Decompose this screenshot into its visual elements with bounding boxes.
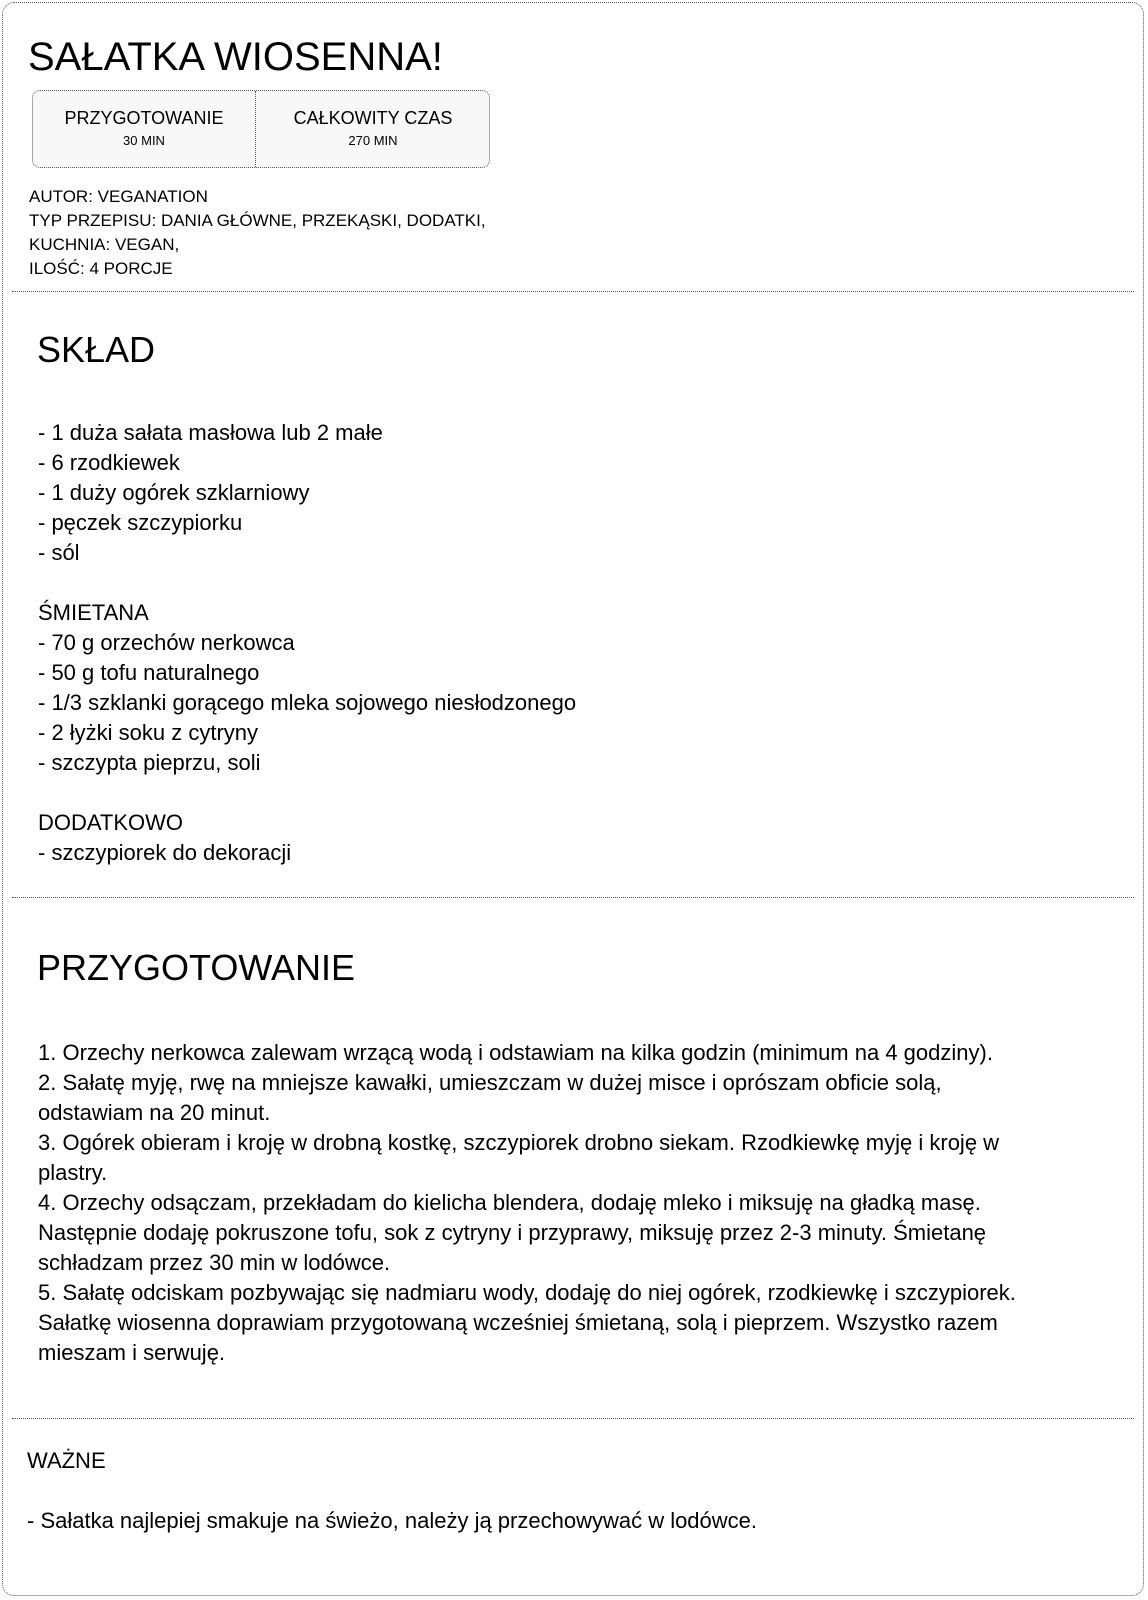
total-time-value: 270 MIN [348, 133, 398, 148]
ingredient-item: - 1/3 szklanki gorącego mleka sojowego niesłodzonego [38, 690, 577, 715]
notes-text: - Sałatka najlepiej smakuje na świeżo, należy ją przechowywać w lodówce. [27, 1508, 758, 1533]
section-divider [12, 1418, 1134, 1419]
spacer [38, 778, 576, 808]
ingredient-item: - 6 rzodkiewek [38, 450, 180, 475]
spacer [38, 568, 576, 598]
total-time-label: CAŁKOWITY CZAS [293, 108, 453, 128]
ingredients-heading: SKŁAD [37, 329, 156, 370]
ingredient-item: - szczypiorek do dekoracji [38, 840, 292, 865]
meta-cuisine: KUCHNIA: VEGAN, [29, 235, 180, 254]
step-item: 1. Orzechy nerkowca zalewam wrzącą wodą i odstawiam na kilka godzin (minimum na 4 godziny). [38, 1040, 993, 1065]
ingredient-item: - sól [38, 540, 80, 565]
meta-servings: ILOŚĆ: 4 PORCJE [29, 259, 173, 278]
notes-heading: WAŻNE [27, 1448, 106, 1473]
extra-heading: DODATKOWO [38, 810, 184, 835]
section-divider [12, 897, 1134, 898]
total-time [255, 91, 490, 167]
ingredient-item: - 1 duży ogórek szklarniowy [38, 480, 310, 505]
prep-time-label: PRZYGOTOWANIE [64, 108, 224, 128]
prep-time-value: 30 MIN [123, 133, 165, 148]
ingredient-item: - 50 g tofu naturalnego [38, 660, 260, 685]
step-item: 2. Sałatę myję, rwę na mniejsze kawałki, umieszczam w dużej misce i oprószam obficie solą, odstawiam na 20 minut. [38, 1070, 942, 1125]
prep-time [33, 91, 255, 167]
preparation-steps [38, 1038, 1018, 1368]
step-item: 3. Ogórek obieram i kroję w drobną kostkę, szczypiorek drobno siekam. Rzodkiewkę myję i kroję w plastry. [38, 1130, 1000, 1185]
step-item: 4. Orzechy odsączam, przekładam do kielicha blendera, dodaję mleko i miksuję na gładką masę. Następnie dodaję pokruszone tofu, sok z cytryny i przyprawy, miksuję przez 2-3 minuty. Śmietanę schładzam przez 30 min w lodówce. [38, 1190, 987, 1275]
meta-author: AUTOR: VEGANATION [29, 187, 208, 206]
time-summary [32, 90, 490, 168]
step-item: 5. Sałatę odciskam pozbywając się nadmiaru wody, dodaję do niej ogórek, rzodkiewkę i szczypiorek. Sałatkę wiosenna doprawiam przygotowaną wcześniej śmietaną, solą i pieprzem. Wszystko razem mieszam i serwuję. [38, 1280, 1016, 1365]
recipe-title: SAŁATKA WIOSENNA! [28, 35, 443, 79]
ingredient-item: - 70 g orzechów nerkowca [38, 630, 295, 655]
section-divider [12, 291, 1134, 292]
cream-heading: ŚMIETANA [38, 600, 149, 625]
ingredient-item: - pęczek szczypiorku [38, 510, 243, 535]
preparation-heading: PRZYGOTOWANIE [37, 947, 356, 988]
ingredient-item: - szczypta pieprzu, soli [38, 750, 261, 775]
ingredient-item: - 1 duża sałata masłowa lub 2 małe [38, 420, 383, 445]
ingredient-item: - 2 łyżki soku z cytryny [38, 720, 259, 745]
recipe-meta [29, 185, 486, 281]
meta-type: TYP PRZEPISU: DANIA GŁÓWNE, PRZEKĄSKI, DODATKI, [29, 211, 486, 230]
ingredients-list [38, 418, 576, 868]
